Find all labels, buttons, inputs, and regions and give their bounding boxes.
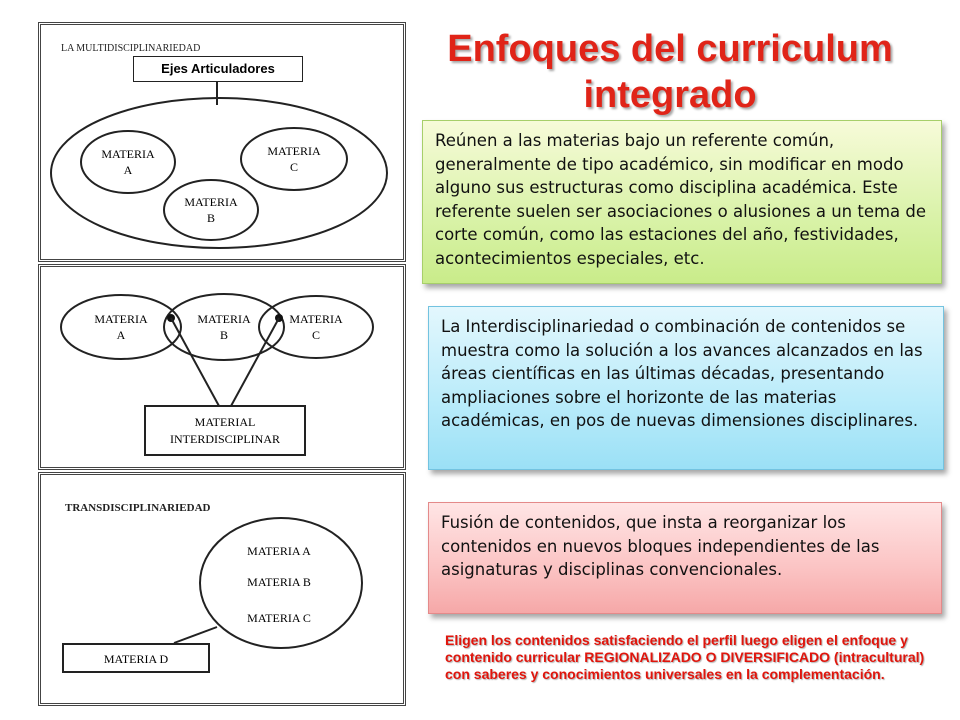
- trans-subject-c: MATERIA C: [247, 611, 311, 625]
- trans-subject-b: MATERIA B: [247, 575, 311, 589]
- transdisciplinary-description: Fusión de contenidos, que insta a reorganizar los contenidos en nuevos bloques independientes de las asignaturas y disciplinas convencionales.: [428, 502, 942, 614]
- subject-c-label-1: MATERIA: [267, 144, 321, 158]
- subject-a-ellipse: [81, 131, 175, 193]
- subject-b-label-1: MATERIA: [197, 312, 251, 326]
- transdisciplinary-heading: TRANSDISCIPLINARIEDAD: [65, 502, 211, 514]
- subject-a-label-2: A: [116, 328, 126, 342]
- footer-note: Eligen los contenidos satisfaciendo el perfil luego eligen el enfoque y contenido curricular REGIONALIZADO O DIVERSIFICADO (intracultural) con saberes y conocimientos universales en la complementación.: [445, 632, 925, 682]
- interdisciplinary-svg: [41, 267, 403, 467]
- multidisciplinary-diagram: [38, 22, 406, 262]
- subject-a-label-2: A: [123, 163, 133, 177]
- connector-line-right: [231, 318, 279, 406]
- interdisciplinary-diagram: [38, 264, 406, 470]
- subject-d-connector: [174, 627, 217, 643]
- subject-a-label-1: MATERIA: [101, 147, 155, 161]
- subject-c-label-1: MATERIA: [289, 312, 343, 326]
- subject-b-ellipse: [164, 180, 258, 240]
- subject-b-label-2: B: [219, 328, 229, 342]
- multidisciplinary-description: Reúnen a las materias bajo un referente común, generalmente de tipo académico, sin modificar en modo alguno sus estructuras como disciplina académica. Este referente suelen ser asociaciones o alusiones a un tema de corte común, como las estaciones del año, festividades, acontecimientos especiales, etc.: [422, 120, 942, 284]
- material-box: [145, 406, 305, 455]
- axis-box: Ejes Articuladores: [133, 56, 303, 82]
- subject-b-label-2: B: [206, 211, 216, 225]
- subject-c-ellipse: [241, 128, 347, 190]
- material-label-2: INTERDISCIPLINAR: [170, 432, 280, 446]
- subject-c-label-2: C: [289, 160, 299, 174]
- material-label-1: MATERIAL: [194, 415, 256, 429]
- subject-c-ellipse: [259, 296, 373, 358]
- transdisciplinary-diagram: [38, 472, 406, 706]
- page-title: Enfoques del curriculum integrado: [447, 28, 893, 116]
- subject-b-label-1: MATERIA: [184, 195, 238, 209]
- subject-a-label-1: MATERIA: [94, 312, 148, 326]
- trans-subject-a: MATERIA A: [247, 544, 311, 558]
- subject-c-label-2: C: [311, 328, 321, 342]
- connector-line-left: [171, 318, 219, 406]
- multidisciplinary-heading: LA MULTIDISCIPLINARIEDAD: [61, 43, 201, 54]
- interdisciplinary-description: La Interdisciplinariedad o combinación de contenidos se muestra como la solución a los avances alcanzados en las áreas científicas en las últimas décadas, presentando ampliaciones sobre el horizonte de las materias académicas, en pos de nuevas dimensiones disciplinares.: [428, 306, 944, 470]
- trans-subject-d: MATERIA D: [103, 652, 169, 666]
- transdisciplinary-svg: [41, 475, 403, 703]
